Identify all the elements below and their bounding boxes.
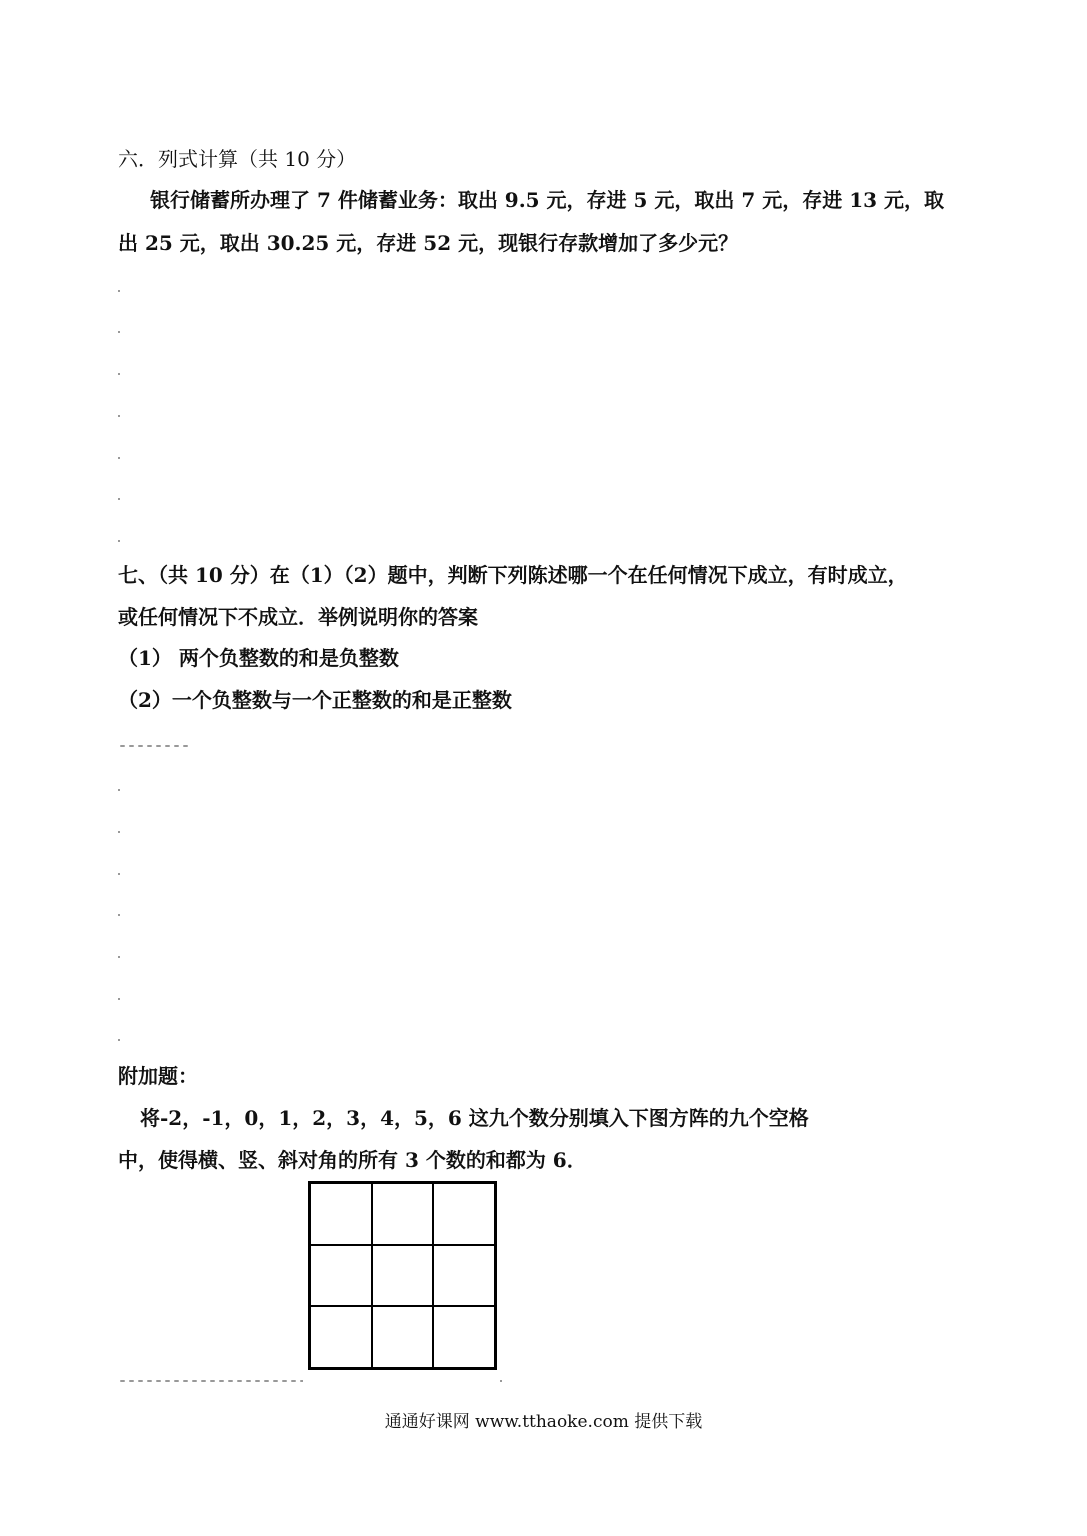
dotted-leader [118, 1380, 303, 1382]
bonus-problem-line-1: 将-2，-1，0，1，2，3，4，5，6 这九个数分别填入下图方阵的九个空格 [140, 1106, 809, 1130]
section-7-item-1: （1） 两个负整数的和是负整数 [118, 646, 399, 670]
grid-cell[interactable] [310, 1183, 372, 1245]
grid-cell[interactable] [310, 1245, 372, 1307]
section-7-item-2: （2）一个负整数与一个正整数的和是正整数 [118, 688, 512, 712]
section-6-problem-line-2: 出 25 元，取出 30.25 元，存进 52 元，现银行存款增加了多少元？ [118, 231, 739, 255]
section-6-problem-line-1: 银行储蓄所办理了 7 件储蓄业务：取出 9.5 元，存进 5 元，取出 7 元，存进 13 元，取 [150, 188, 945, 212]
dotted-leader-end [500, 1380, 502, 1382]
grid-cell[interactable] [433, 1306, 495, 1368]
grid-cell[interactable] [433, 1245, 495, 1307]
bonus-heading: 附加题： [118, 1064, 198, 1088]
grid-cell[interactable] [372, 1245, 434, 1307]
section-7-heading-line-1: 七、（共 10 分）在（1）（2）题中，判断下列陈述哪一个在任何情况下成立，有时成立， [118, 563, 908, 587]
grid-cell[interactable] [372, 1306, 434, 1368]
magic-square-grid [308, 1181, 497, 1370]
section-6-heading: 六．列式计算（共 10 分） [118, 147, 357, 171]
grid-cell[interactable] [433, 1183, 495, 1245]
bonus-problem-line-2: 中，使得横、竖、斜对角的所有 3 个数的和都为 6． [118, 1148, 587, 1172]
grid-cell[interactable] [372, 1183, 434, 1245]
grid-cell[interactable] [310, 1306, 372, 1368]
footer-text: 通通好课网 www.tthaoke.com 提供下载 [384, 1412, 703, 1432]
section-7-heading-line-2: 或任何情况下不成立．举例说明你的答案 [118, 605, 478, 629]
